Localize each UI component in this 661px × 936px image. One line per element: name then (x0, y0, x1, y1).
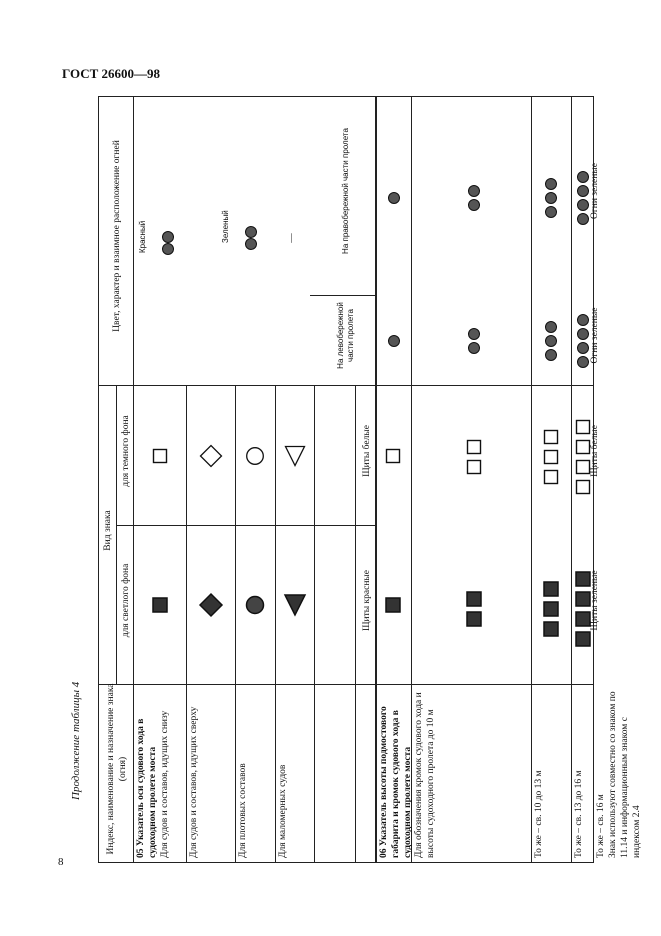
red-color-label: Красный (138, 220, 147, 253)
squares-filled-x2 (463, 583, 485, 633)
shields-white-bottom-label: Щиты белые (590, 425, 601, 477)
lights-green-right-label: Огни зеленые (590, 163, 601, 219)
col-header-lights: Цвет, характер и взаимное расположение огней (111, 140, 122, 332)
green-light-right (386, 188, 402, 208)
col-header-dark-bg: для темного фона (120, 415, 131, 487)
squares-outline-x3 (540, 421, 562, 491)
table-continuation-label: Продолжение таблицы 4 (70, 681, 82, 800)
page-number: 8 (58, 856, 64, 868)
green-lights-right-x2 (464, 181, 484, 215)
squares-filled-x3 (540, 573, 562, 643)
section-06-row-4-and-note: То же – св. 16 м Знак используют совместно со знаком по 11.14 и информационным знаком с индексом 2.4 (596, 691, 642, 858)
green-lights-left-x2 (464, 324, 484, 358)
col-header-index: Индекс, наименование и назначение знака (огня) (105, 683, 128, 855)
triangle-outline-icon (280, 441, 310, 471)
sub-header-right-bank: На правобережной части пролета (340, 128, 350, 254)
sub-header-left-bank: На левобережной части пролета (335, 302, 355, 369)
section-05-row-4: Для маломерных судов (278, 764, 288, 858)
section-06-description: Для обозначения кромок судового хода и высоты судоходного пролета до 10 м (414, 692, 436, 858)
document-header: ГОСТ 26600—98 (62, 66, 161, 81)
shields-white-label: Щиты белые (361, 425, 372, 477)
red-lights-pair (156, 228, 180, 258)
circle-filled-icon (241, 590, 269, 620)
section-05-row-1: Для судов и составов, идущих снизу (159, 710, 170, 858)
section-06-row-3: То же – св. 13 до 16 м (574, 770, 584, 858)
diamond-filled-icon (196, 588, 226, 622)
section-05-title: 05 Указатель оси судового хода в судоходном пролете моста (136, 718, 158, 858)
square-filled-icon (383, 595, 403, 615)
signs-table (98, 96, 642, 863)
section-06-title: 06 Указатель высоты подмостового габарита и кромок судового хода в судоходном пролете моста (379, 706, 413, 858)
col-header-light-bg: для светлого фона (120, 563, 131, 638)
green-color-label: Зеленый (221, 210, 230, 243)
section-05-row-2: Для судов и составов, идущих сверху (189, 706, 199, 858)
triangle-filled-icon (280, 590, 310, 620)
square-filled-icon (147, 590, 173, 620)
shields-red-label: Щиты красные (361, 569, 372, 632)
grid-line (116, 525, 375, 526)
square-outline-icon (383, 446, 403, 466)
green-light-left (386, 331, 402, 351)
grid-line (98, 385, 594, 386)
lights-green-left-label: Огни зеленые (590, 307, 601, 364)
green-lights-right-x3 (541, 174, 561, 222)
diamond-outline-icon (196, 439, 226, 473)
squares-outline-x2 (463, 431, 485, 481)
circle-outline-icon (241, 441, 269, 471)
section-05-block (134, 675, 190, 863)
square-outline-icon (147, 441, 173, 471)
dash-mark: — (287, 233, 298, 243)
green-lights-left-x3 (541, 317, 561, 365)
section-06-row-2: То же – св. 10 до 13 м (534, 770, 544, 858)
section-05-row-3: Для плотовых составов (238, 763, 248, 858)
green-lights-pair (239, 223, 263, 253)
shields-green-label: Щиты зеленые (590, 570, 601, 631)
col-header-view: Вид знака (103, 510, 114, 551)
